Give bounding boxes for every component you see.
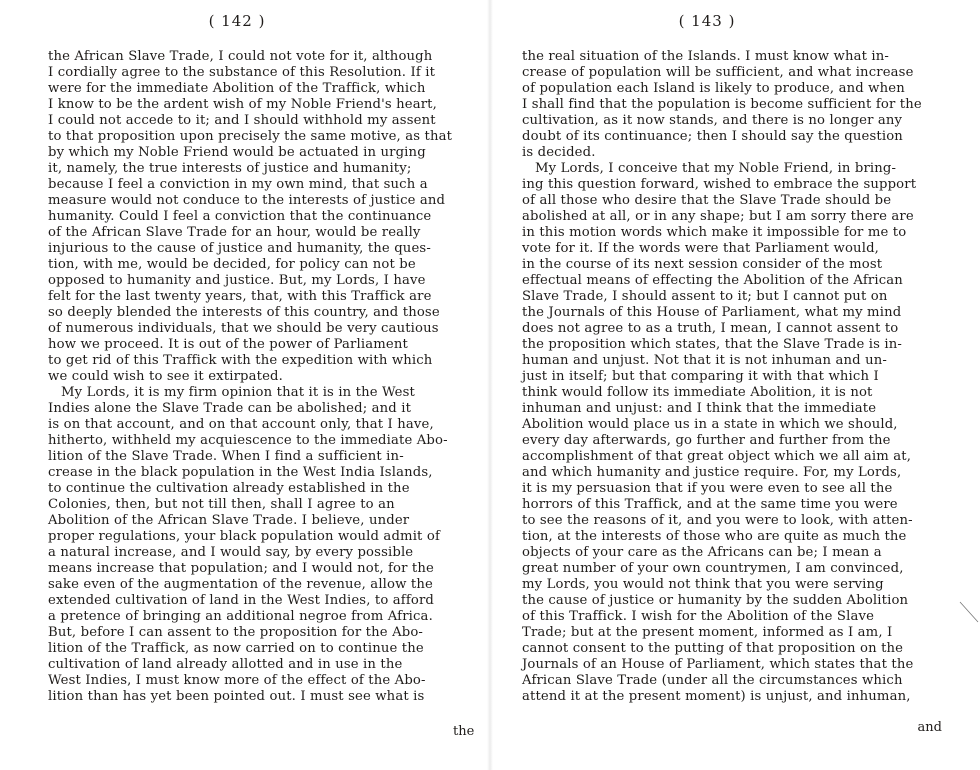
- text-line: how we proceed. It is out of the power of Parliament: [48, 337, 408, 352]
- text-line: every day afterwards, go further and further from the: [522, 433, 891, 448]
- text-line: Trade; but at the present moment, informed as I am, I: [522, 625, 893, 640]
- page-body-text: [522, 49, 922, 705]
- text-line: of this Traffick. I wish for the Abolition of the Slave: [522, 609, 875, 624]
- text-line: Journals of an House of Parliament, which states that the: [522, 657, 914, 672]
- text-line: think would follow its immediate Abolition, it is not: [522, 385, 873, 400]
- text-line: measure would not conduce to the interests of justice and: [48, 193, 446, 208]
- text-line: the Journals of this House of Parliament, what my mind: [522, 305, 902, 320]
- text-line: abolished at all, or in any shape; but I am sorry there are: [522, 209, 914, 224]
- page-number: ( 142 ): [208, 12, 266, 30]
- text-line: to see the reasons of it, and you were to look, with atten-: [522, 513, 913, 528]
- text-line: lition than has yet been pointed out. I must see what is: [48, 689, 425, 704]
- text-line: sake even of the augmentation of the revenue, allow the: [48, 577, 433, 592]
- text-line: tion, at the interests of those who are quite as much the: [522, 529, 907, 544]
- text-line: so deeply blended the interests of this country, and those: [48, 305, 440, 320]
- text-line: horrors of this Traffick, and at the same time you were: [522, 497, 898, 512]
- text-line: to that proposition upon precisely the same motive, as that: [48, 129, 453, 144]
- text-line: the proposition which states, that the Slave Trade is in-: [522, 337, 903, 352]
- text-line: ing this question forward, wished to embrace the support: [522, 177, 917, 192]
- page-number: ( 143 ): [678, 12, 736, 30]
- text-line: crease of population will be sufficient, and what increase: [522, 65, 914, 80]
- text-line: vote for it. If the words were that Parliament would,: [522, 241, 880, 256]
- text-line: means increase that population; and I would not, for the: [48, 561, 434, 576]
- text-line: to continue the cultivation already established in the: [48, 481, 410, 496]
- text-line: is on that account, and on that account only, that I have,: [48, 417, 434, 432]
- text-line: felt for the last twenty years, that, with this Traffick are: [48, 289, 432, 304]
- text-line: My Lords, it is my firm opinion that it is in the West: [48, 385, 416, 400]
- text-line: and which humanity and justice require. For, my Lords,: [522, 465, 902, 480]
- text-line: I could not accede to it; and I should withhold my assent: [48, 113, 436, 128]
- text-line: the real situation of the Islands. I must know what in-: [522, 49, 890, 64]
- text-line: tion, with me, would be decided, for policy can not be: [48, 257, 416, 272]
- text-line: Indies alone the Slave Trade can be abolished; and it: [48, 401, 412, 416]
- text-line: Slave Trade, I should assent to it; but I cannot put on: [522, 289, 888, 304]
- text-line: human and unjust. Not that it is not inhuman and un-: [522, 353, 887, 368]
- text-line: were for the immediate Abolition of the Traffick, which: [48, 81, 426, 96]
- text-line: we could wish to see it extirpated.: [48, 369, 283, 384]
- text-line: I cordially agree to the substance of this Resolution. If it: [48, 65, 436, 80]
- text-line: cannot consent to the putting of that proposition on the: [522, 641, 904, 656]
- text-line: by which my Noble Friend would be actuated in urging: [48, 145, 426, 160]
- pencil-mark-icon: [958, 600, 980, 624]
- text-line: it is my persuasion that if you were even to see all the: [522, 481, 893, 496]
- page-body-text: [48, 49, 452, 705]
- catchword: and: [917, 720, 942, 735]
- text-line: the cause of justice or humanity by the sudden Abolition: [522, 593, 909, 608]
- text-line: I know to be the ardent wish of my Noble Friend's heart,: [48, 97, 437, 112]
- text-line: I shall find that the population is become sufficient for the: [522, 97, 922, 112]
- text-line: because I feel a conviction in my own mind, that such a: [48, 177, 428, 192]
- text-line: opposed to humanity and justice. But, my Lords, I have: [48, 273, 426, 288]
- text-line: is decided.: [522, 145, 596, 160]
- text-line: extended cultivation of land in the West Indies, to afford: [48, 593, 434, 608]
- text-line: But, before I can assent to the proposition for the Abo-: [48, 625, 424, 640]
- text-line: in the course of its next session consider of the most: [522, 257, 883, 272]
- text-line: My Lords, I conceive that my Noble Friend, in bring-: [522, 161, 897, 176]
- text-line: lition of the Slave Trade. When I find a sufficient in-: [48, 449, 404, 464]
- text-line: cultivation, as it now stands, and there is no longer any: [522, 113, 903, 128]
- text-line: Abolition would place us in a state in which we should,: [522, 417, 898, 432]
- text-line: just in itself; but that comparing it with that which I: [522, 369, 879, 384]
- text-line: inhuman and unjust: and I think that the immediate: [522, 401, 877, 416]
- text-line: injurious to the cause of justice and humanity, the ques-: [48, 241, 431, 256]
- text-line: it, namely, the true interests of justice and humanity;: [48, 161, 412, 176]
- text-line: Colonies, then, but not till then, shall I agree to an: [48, 497, 395, 512]
- text-line: of all those who desire that the Slave Trade should be: [522, 193, 892, 208]
- text-line: Abolition of the African Slave Trade. I believe, under: [48, 513, 410, 528]
- text-line: to get rid of this Traffick with the expedition with which: [48, 353, 433, 368]
- text-line: cultivation of land already allotted and in use in the: [48, 657, 403, 672]
- text-line: of numerous individuals, that we should be very cautious: [48, 321, 439, 336]
- text-line: great number of your own countrymen, I am convinced,: [522, 561, 904, 576]
- text-line: a pretence of bringing an additional negroe from Africa.: [48, 609, 433, 624]
- text-line: in this motion words which make it impossible for me to: [522, 225, 907, 240]
- text-line: does not agree to as a truth, I mean, I cannot assent to: [522, 321, 899, 336]
- text-line: crease in the black population in the West India Islands,: [48, 465, 433, 480]
- text-line: accomplishment of that great object which we all aim at,: [522, 449, 912, 464]
- text-line: attend it at the present moment) is unjust, and inhuman,: [522, 689, 911, 704]
- text-line: West Indies, I must know more of the effect of the Abo-: [48, 673, 426, 688]
- text-line: hitherto, withheld my acquiescence to the immediate Abo-: [48, 433, 448, 448]
- text-line: the African Slave Trade, I could not vote for it, although: [48, 49, 433, 64]
- text-line: proper regulations, your black population would admit of: [48, 529, 440, 544]
- text-line: African Slave Trade (under all the circumstances which: [522, 673, 903, 688]
- text-line: lition of the Traffick, as now carried on to continue the: [48, 641, 424, 656]
- right-page: [490, 0, 980, 770]
- text-line: of population each Island is likely to produce, and when: [522, 81, 905, 96]
- catchword: the: [453, 724, 475, 739]
- text-line: a natural increase, and I would say, by every possible: [48, 545, 414, 560]
- text-line: humanity. Could I feel a conviction that the continuance: [48, 209, 432, 224]
- text-line: my Lords, you would not think that you were serving: [522, 577, 884, 592]
- text-line: effectual means of effecting the Abolition of the African: [522, 273, 903, 288]
- text-line: objects of your care as the Africans can be; I mean a: [522, 545, 882, 560]
- text-line: doubt of its continuance; then I should say the question: [522, 129, 903, 144]
- text-line: of the African Slave Trade for an hour, would be really: [48, 225, 421, 240]
